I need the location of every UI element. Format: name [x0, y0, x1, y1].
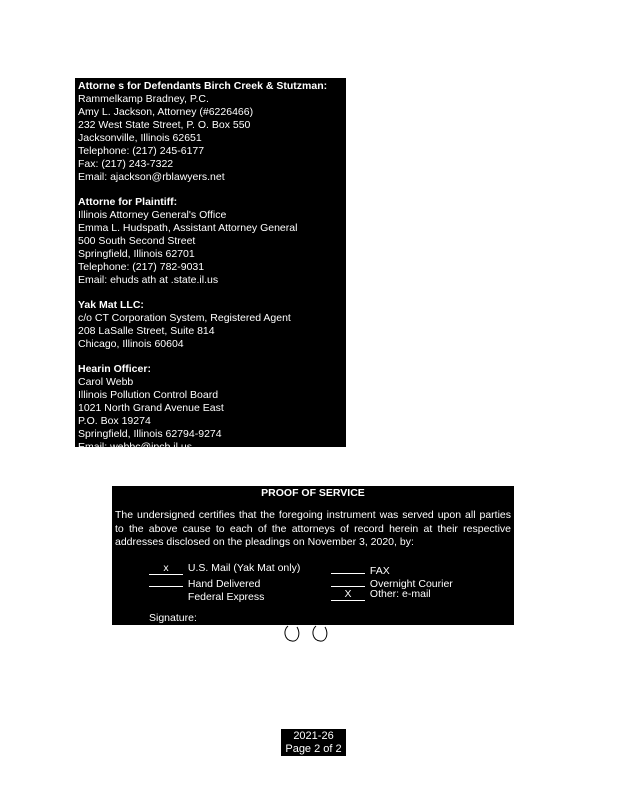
option-federal-express — [149, 588, 264, 604]
contact-line: Email: ajackson@rblawyers.net — [78, 171, 225, 183]
checkbox-mark: x — [149, 563, 183, 575]
contact-line: Springfield, Illinois 62701 — [78, 248, 195, 260]
service-list-plaintiff-attorney — [78, 196, 343, 287]
proof-of-service — [112, 486, 514, 625]
contact-line: Illinois Pollution Control Board — [78, 389, 219, 401]
contact-line: Illinois Attorney General's Office — [78, 209, 227, 221]
service-list-yak-mat — [78, 299, 343, 351]
service-list — [75, 78, 346, 453]
contact-line: Telephone: (217) 782-9031 — [78, 261, 205, 273]
section-heading: Hearin Officer: — [78, 363, 151, 375]
page-number: Page 2 of 2 — [285, 743, 342, 755]
contact-line: Carol Webb — [78, 376, 134, 388]
contact-line: Rammelkamp Bradney, P.C. — [78, 93, 209, 105]
option-label: FAX — [369, 565, 390, 577]
contact-line: Telephone: (217) 245-6177 — [78, 145, 205, 157]
contact-line: Emma L. Hudspath, Assistant Attorney General — [78, 222, 298, 234]
contact-line: Chicago, Illinois 60604 — [78, 338, 184, 350]
contact-line: Amy L. Jackson, Attorney (#6226466) — [78, 106, 254, 118]
option-label: Overnight Courier — [369, 578, 453, 590]
contact-line: P.O. Box 19274 — [78, 415, 151, 427]
section-heading: Yak Mat LLC: — [78, 299, 144, 311]
service-list-defendants-attorney — [78, 80, 343, 184]
service-list-hearing-officer — [78, 363, 343, 454]
option-label: Federal Express — [187, 591, 265, 603]
contact-line: 208 LaSalle Street, Suite 814 — [78, 325, 215, 337]
contact-line: 500 South Second Street — [78, 235, 196, 247]
option-label: Hand Delivered — [187, 578, 261, 590]
section-heading: Attorne for Plaintiff: — [78, 196, 178, 208]
checkbox-mark — [149, 588, 183, 600]
page-footer — [281, 729, 346, 756]
contact-line: 1021 North Grand Avenue East — [78, 402, 224, 414]
signature-scribble — [282, 622, 332, 646]
contact-line: 232 West State Street, P. O. Box 550 — [78, 119, 251, 131]
checkbox-mark: X — [331, 589, 365, 601]
checkbox-mark — [331, 562, 365, 574]
proof-title: PROOF OF SERVICE — [261, 487, 365, 499]
checkbox-mark — [149, 575, 183, 587]
contact-line: Springfield, Illinois 62794-9274 — [78, 428, 222, 440]
section-heading: Attorne s for Defendants Birch Creek & Stutzman: — [78, 80, 328, 92]
option-other-email — [331, 588, 431, 601]
option-label: U.S. Mail (Yak Mat only) — [187, 562, 301, 574]
checkbox-mark — [331, 575, 365, 587]
contact-line: c/o CT Corporation System, Registered Agent — [78, 312, 291, 324]
proof-body: The undersigned certifies that the foregoing instrument was served upon all parties to the above cause to each of the attorneys of record herein at their respective addresses disclosed on the pleadings on November 3, 2020, by: — [115, 509, 511, 548]
contact-line: Fax: (217) 243-7322 — [78, 158, 174, 170]
option-us-mail — [149, 562, 300, 575]
contact-line: Jacksonville, Illinois 62651 — [78, 132, 202, 144]
contact-line: Email: webbc@ipcb.il.us — [78, 441, 192, 453]
contact-line: Email: ehuds ath at .state.il.us — [78, 274, 219, 286]
signature-label: Signature: — [149, 612, 197, 624]
option-label: Other: e-mail — [369, 588, 431, 600]
case-number: 2021-26 — [293, 730, 334, 742]
